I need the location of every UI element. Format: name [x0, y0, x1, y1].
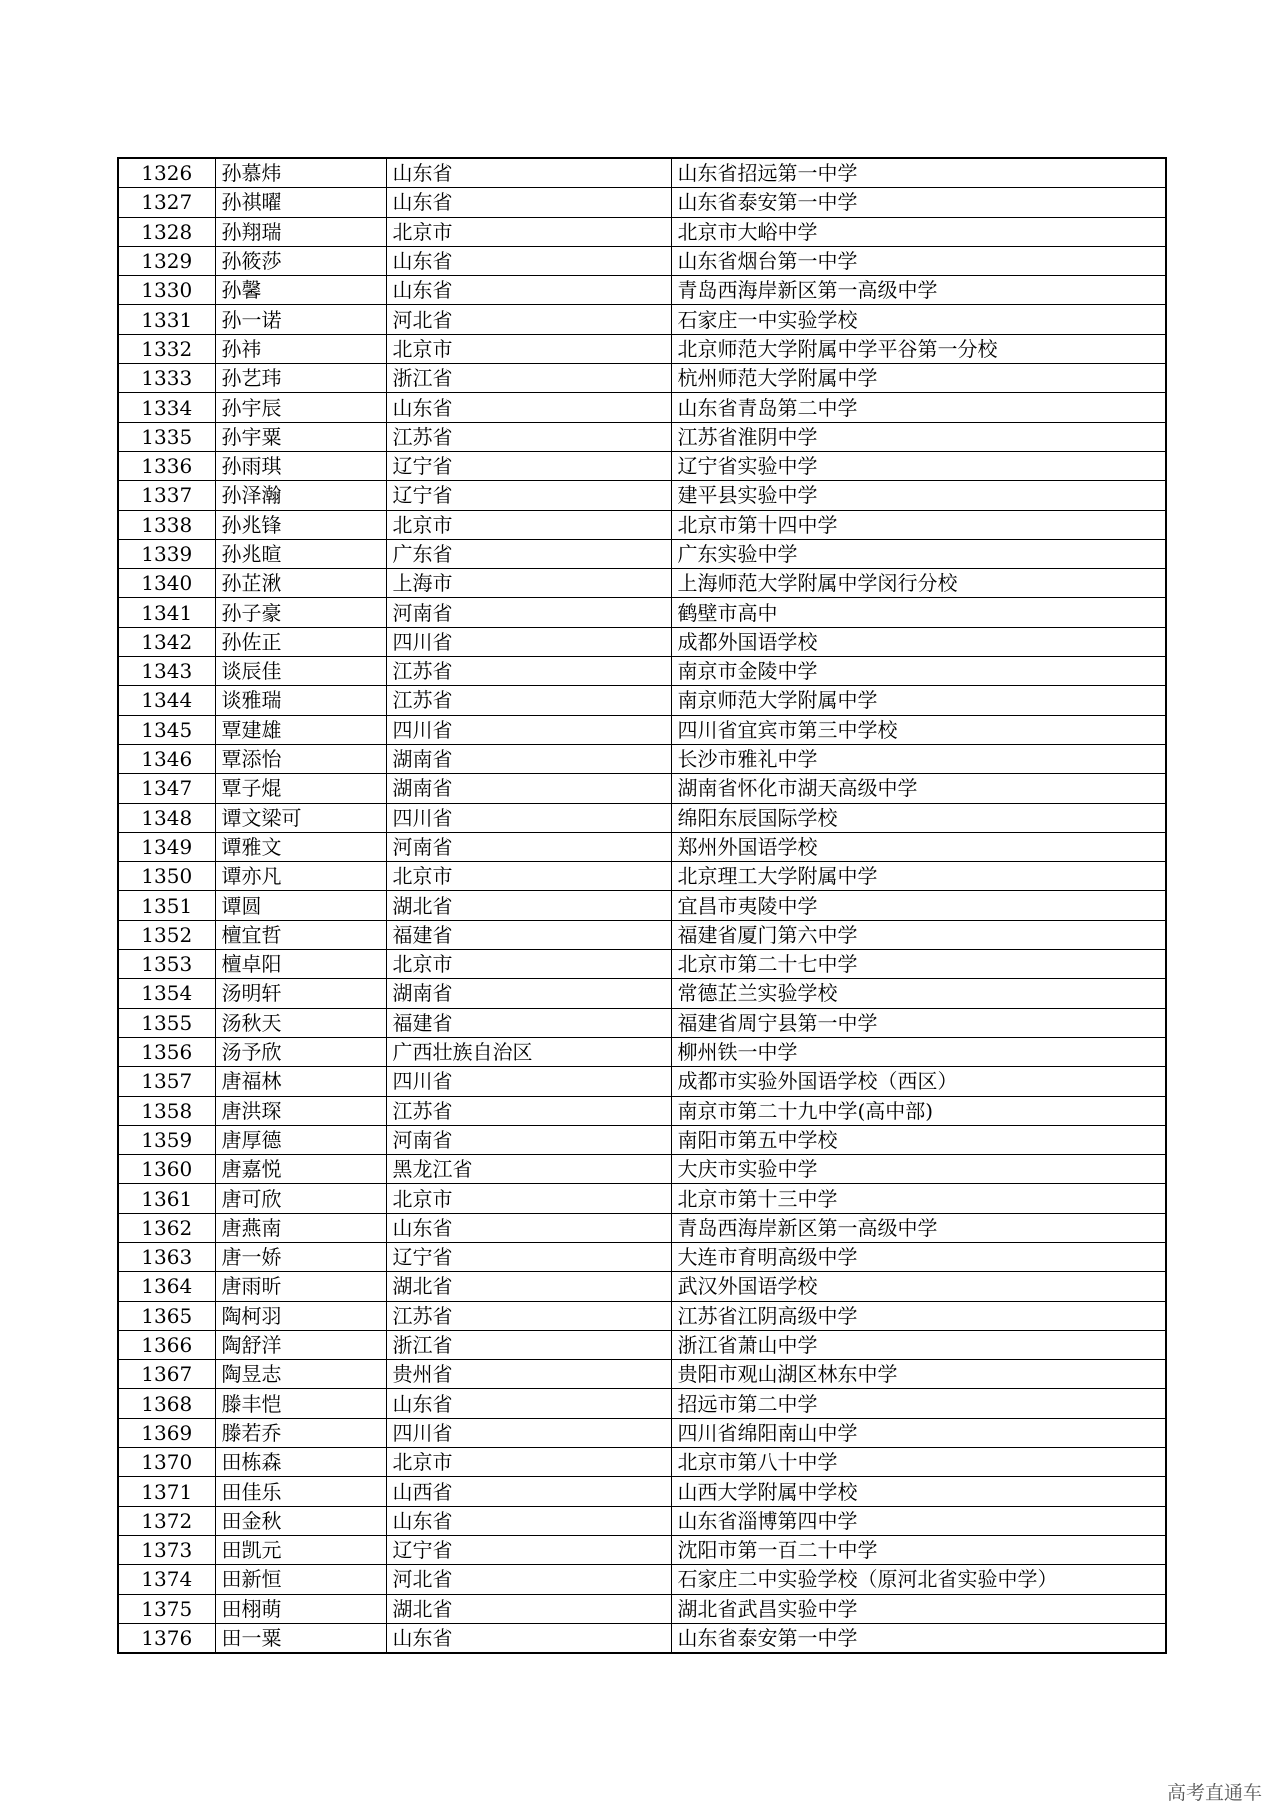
- student-name-cell: 田栋森: [215, 1448, 386, 1477]
- student-name-cell: 汤予欣: [215, 1037, 386, 1066]
- school-cell: 山东省青岛第二中学: [671, 393, 1166, 422]
- row-number-cell: 1333: [118, 364, 215, 393]
- school-cell: 招远市第二中学: [671, 1389, 1166, 1418]
- school-cell: 长沙市雅礼中学: [671, 744, 1166, 773]
- school-cell: 江苏省淮阴中学: [671, 422, 1166, 451]
- student-name-cell: 谭雅文: [215, 832, 386, 861]
- table-row: [118, 539, 1166, 568]
- school-cell: 柳州铁一中学: [671, 1037, 1166, 1066]
- province-cell: 江苏省: [386, 422, 671, 451]
- student-name-cell: 田一粟: [215, 1623, 386, 1653]
- row-number-cell: 1375: [118, 1594, 215, 1623]
- student-name-cell: 唐福林: [215, 1067, 386, 1096]
- student-name-cell: 田金秋: [215, 1506, 386, 1535]
- province-cell: 福建省: [386, 920, 671, 949]
- table-row: [118, 246, 1166, 275]
- row-number-cell: 1368: [118, 1389, 215, 1418]
- school-cell: 南京市金陵中学: [671, 657, 1166, 686]
- school-cell: 郑州外国语学校: [671, 832, 1166, 861]
- table-row: [118, 1360, 1166, 1389]
- school-cell: 青岛西海岸新区第一高级中学: [671, 1213, 1166, 1242]
- province-cell: 贵州省: [386, 1360, 671, 1389]
- school-cell: 四川省绵阳南山中学: [671, 1418, 1166, 1447]
- school-cell: 山东省招远第一中学: [671, 158, 1166, 188]
- province-cell: 河南省: [386, 1125, 671, 1154]
- province-cell: 辽宁省: [386, 481, 671, 510]
- row-number-cell: 1376: [118, 1623, 215, 1653]
- student-name-cell: 谭圆: [215, 891, 386, 920]
- table-row: [118, 1155, 1166, 1184]
- row-number-cell: 1373: [118, 1535, 215, 1564]
- student-name-cell: 覃子焜: [215, 774, 386, 803]
- table-row: [118, 451, 1166, 480]
- student-name-cell: 孙翔瑞: [215, 217, 386, 246]
- table-row: [118, 1506, 1166, 1535]
- student-name-cell: 滕若乔: [215, 1418, 386, 1447]
- school-cell: 山西大学附属中学校: [671, 1477, 1166, 1506]
- table-row: [118, 803, 1166, 832]
- student-name-cell: 谭文梁可: [215, 803, 386, 832]
- school-cell: 南阳市第五中学校: [671, 1125, 1166, 1154]
- student-name-cell: 汤秋天: [215, 1008, 386, 1037]
- province-cell: 山东省: [386, 158, 671, 188]
- student-name-cell: 唐燕南: [215, 1213, 386, 1242]
- row-number-cell: 1370: [118, 1448, 215, 1477]
- row-number-cell: 1334: [118, 393, 215, 422]
- row-number-cell: 1330: [118, 276, 215, 305]
- row-number-cell: 1332: [118, 334, 215, 363]
- student-name-cell: 滕丰恺: [215, 1389, 386, 1418]
- school-cell: 北京市第十三中学: [671, 1184, 1166, 1213]
- row-number-cell: 1346: [118, 744, 215, 773]
- school-cell: 山东省泰安第一中学: [671, 188, 1166, 217]
- table-row: [118, 832, 1166, 861]
- province-cell: 山东省: [386, 188, 671, 217]
- school-cell: 贵阳市观山湖区林东中学: [671, 1360, 1166, 1389]
- row-number-cell: 1348: [118, 803, 215, 832]
- row-number-cell: 1350: [118, 862, 215, 891]
- school-cell: 福建省厦门第六中学: [671, 920, 1166, 949]
- table-row: [118, 364, 1166, 393]
- student-name-cell: 孙兆暄: [215, 539, 386, 568]
- row-number-cell: 1358: [118, 1096, 215, 1125]
- table-row: [118, 1535, 1166, 1564]
- province-cell: 广西壮族自治区: [386, 1037, 671, 1066]
- school-cell: 北京师范大学附属中学平谷第一分校: [671, 334, 1166, 363]
- school-cell: 湖北省武昌实验中学: [671, 1594, 1166, 1623]
- row-number-cell: 1347: [118, 774, 215, 803]
- row-number-cell: 1361: [118, 1184, 215, 1213]
- table-row: [118, 657, 1166, 686]
- school-cell: 广东实验中学: [671, 539, 1166, 568]
- table-row: [118, 1213, 1166, 1242]
- province-cell: 四川省: [386, 627, 671, 656]
- province-cell: 山西省: [386, 1477, 671, 1506]
- table-row: [118, 1184, 1166, 1213]
- row-number-cell: 1341: [118, 598, 215, 627]
- school-cell: 江苏省江阴高级中学: [671, 1301, 1166, 1330]
- student-name-cell: 孙兆锋: [215, 510, 386, 539]
- row-number-cell: 1329: [118, 246, 215, 275]
- table-row: [118, 481, 1166, 510]
- row-number-cell: 1371: [118, 1477, 215, 1506]
- student-name-cell: 孙雨琪: [215, 451, 386, 480]
- student-name-cell: 田新恒: [215, 1565, 386, 1594]
- table-row: [118, 598, 1166, 627]
- province-cell: 湖北省: [386, 891, 671, 920]
- student-name-cell: 孙慕炜: [215, 158, 386, 188]
- table-row: [118, 1067, 1166, 1096]
- province-cell: 江苏省: [386, 1301, 671, 1330]
- row-number-cell: 1336: [118, 451, 215, 480]
- table-row: [118, 1594, 1166, 1623]
- school-cell: 南京市第二十九中学(高中部): [671, 1096, 1166, 1125]
- row-number-cell: 1339: [118, 539, 215, 568]
- student-name-cell: 陶昱志: [215, 1360, 386, 1389]
- row-number-cell: 1327: [118, 188, 215, 217]
- table-row: [118, 422, 1166, 451]
- row-number-cell: 1326: [118, 158, 215, 188]
- province-cell: 北京市: [386, 862, 671, 891]
- school-cell: 大连市育明高级中学: [671, 1242, 1166, 1271]
- row-number-cell: 1345: [118, 715, 215, 744]
- school-cell: 辽宁省实验中学: [671, 451, 1166, 480]
- province-cell: 广东省: [386, 539, 671, 568]
- province-cell: 四川省: [386, 1418, 671, 1447]
- province-cell: 江苏省: [386, 686, 671, 715]
- row-number-cell: 1369: [118, 1418, 215, 1447]
- student-name-cell: 唐雨昕: [215, 1272, 386, 1301]
- province-cell: 上海市: [386, 569, 671, 598]
- table-row: [118, 1037, 1166, 1066]
- table-row: [118, 393, 1166, 422]
- table-row: [118, 891, 1166, 920]
- table-row: [118, 920, 1166, 949]
- row-number-cell: 1328: [118, 217, 215, 246]
- province-cell: 湖南省: [386, 774, 671, 803]
- table-row: [118, 217, 1166, 246]
- student-name-cell: 汤明轩: [215, 979, 386, 1008]
- school-cell: 湖南省怀化市湖天高级中学: [671, 774, 1166, 803]
- table-row: [118, 334, 1166, 363]
- province-cell: 山东省: [386, 1213, 671, 1242]
- school-cell: 北京市大峪中学: [671, 217, 1166, 246]
- table-row: [118, 188, 1166, 217]
- table-row: [118, 1565, 1166, 1594]
- table-row: [118, 979, 1166, 1008]
- student-name-cell: 孙筱莎: [215, 246, 386, 275]
- school-cell: 鹤壁市高中: [671, 598, 1166, 627]
- province-cell: 河南省: [386, 832, 671, 861]
- province-cell: 江苏省: [386, 1096, 671, 1125]
- province-cell: 辽宁省: [386, 1535, 671, 1564]
- school-cell: 青岛西海岸新区第一高级中学: [671, 276, 1166, 305]
- province-cell: 湖南省: [386, 744, 671, 773]
- student-name-cell: 孙祺曜: [215, 188, 386, 217]
- school-cell: 南京师范大学附属中学: [671, 686, 1166, 715]
- school-cell: 北京市第八十中学: [671, 1448, 1166, 1477]
- row-number-cell: 1355: [118, 1008, 215, 1037]
- student-name-cell: 覃添怡: [215, 744, 386, 773]
- table-row: [118, 1272, 1166, 1301]
- student-name-cell: 孙艺玮: [215, 364, 386, 393]
- roster-body: [118, 158, 1166, 1653]
- student-name-cell: 田栩萌: [215, 1594, 386, 1623]
- province-cell: 江苏省: [386, 657, 671, 686]
- table-row: [118, 158, 1166, 188]
- province-cell: 浙江省: [386, 1330, 671, 1359]
- school-cell: 福建省周宁县第一中学: [671, 1008, 1166, 1037]
- student-name-cell: 谭亦凡: [215, 862, 386, 891]
- student-name-cell: 孙子豪: [215, 598, 386, 627]
- student-name-cell: 谈辰佳: [215, 657, 386, 686]
- row-number-cell: 1343: [118, 657, 215, 686]
- province-cell: 山东省: [386, 246, 671, 275]
- row-number-cell: 1337: [118, 481, 215, 510]
- student-name-cell: 檀卓阳: [215, 950, 386, 979]
- school-cell: 山东省烟台第一中学: [671, 246, 1166, 275]
- province-cell: 四川省: [386, 1067, 671, 1096]
- province-cell: 北京市: [386, 217, 671, 246]
- student-name-cell: 谈雅瑞: [215, 686, 386, 715]
- row-number-cell: 1359: [118, 1125, 215, 1154]
- student-name-cell: 孙泽瀚: [215, 481, 386, 510]
- province-cell: 山东省: [386, 276, 671, 305]
- province-cell: 北京市: [386, 1448, 671, 1477]
- school-cell: 上海师范大学附属中学闵行分校: [671, 569, 1166, 598]
- school-cell: 北京市第二十七中学: [671, 950, 1166, 979]
- school-cell: 成都外国语学校: [671, 627, 1166, 656]
- student-name-cell: 孙芷湫: [215, 569, 386, 598]
- row-number-cell: 1353: [118, 950, 215, 979]
- school-cell: 武汉外国语学校: [671, 1272, 1166, 1301]
- province-cell: 辽宁省: [386, 451, 671, 480]
- student-name-cell: 田佳乐: [215, 1477, 386, 1506]
- province-cell: 河北省: [386, 305, 671, 334]
- row-number-cell: 1354: [118, 979, 215, 1008]
- province-cell: 四川省: [386, 715, 671, 744]
- province-cell: 黑龙江省: [386, 1155, 671, 1184]
- row-number-cell: 1365: [118, 1301, 215, 1330]
- row-number-cell: 1374: [118, 1565, 215, 1594]
- province-cell: 北京市: [386, 510, 671, 539]
- province-cell: 山东省: [386, 1389, 671, 1418]
- table-row: [118, 1389, 1166, 1418]
- table-row: [118, 1330, 1166, 1359]
- province-cell: 山东省: [386, 1506, 671, 1535]
- table-row: [118, 1125, 1166, 1154]
- student-name-cell: 孙宇粟: [215, 422, 386, 451]
- student-name-cell: 唐厚德: [215, 1125, 386, 1154]
- student-name-cell: 唐嘉悦: [215, 1155, 386, 1184]
- table-row: [118, 715, 1166, 744]
- school-cell: 建平县实验中学: [671, 481, 1166, 510]
- student-name-cell: 孙宇辰: [215, 393, 386, 422]
- table-row: [118, 305, 1166, 334]
- school-cell: 杭州师范大学附属中学: [671, 364, 1166, 393]
- student-name-cell: 孙祎: [215, 334, 386, 363]
- student-name-cell: 孙佐正: [215, 627, 386, 656]
- school-cell: 石家庄二中实验学校（原河北省实验中学）: [671, 1565, 1166, 1594]
- roster-table: [117, 157, 1167, 1654]
- school-cell: 常德芷兰实验学校: [671, 979, 1166, 1008]
- row-number-cell: 1335: [118, 422, 215, 451]
- student-name-cell: 覃建雄: [215, 715, 386, 744]
- school-cell: 绵阳东辰国际学校: [671, 803, 1166, 832]
- province-cell: 山东省: [386, 1623, 671, 1653]
- table-row: [118, 774, 1166, 803]
- table-row: [118, 627, 1166, 656]
- student-name-cell: 陶柯羽: [215, 1301, 386, 1330]
- province-cell: 辽宁省: [386, 1242, 671, 1271]
- province-cell: 湖南省: [386, 979, 671, 1008]
- row-number-cell: 1372: [118, 1506, 215, 1535]
- school-cell: 石家庄一中实验学校: [671, 305, 1166, 334]
- table-row: [118, 1448, 1166, 1477]
- table-row: [118, 1008, 1166, 1037]
- table-row: [118, 1242, 1166, 1271]
- table-row: [118, 862, 1166, 891]
- school-cell: 大庆市实验中学: [671, 1155, 1166, 1184]
- province-cell: 四川省: [386, 803, 671, 832]
- row-number-cell: 1366: [118, 1330, 215, 1359]
- student-name-cell: 檀宜哲: [215, 920, 386, 949]
- student-name-cell: 唐可欣: [215, 1184, 386, 1213]
- province-cell: 浙江省: [386, 364, 671, 393]
- table-row: [118, 1301, 1166, 1330]
- province-cell: 湖北省: [386, 1594, 671, 1623]
- table-row: [118, 686, 1166, 715]
- table-row: [118, 1623, 1166, 1653]
- table-row: [118, 510, 1166, 539]
- school-cell: 四川省宜宾市第三中学校: [671, 715, 1166, 744]
- student-name-cell: 陶舒洋: [215, 1330, 386, 1359]
- row-number-cell: 1342: [118, 627, 215, 656]
- table-row: [118, 950, 1166, 979]
- row-number-cell: 1362: [118, 1213, 215, 1242]
- school-cell: 成都市实验外国语学校（西区）: [671, 1067, 1166, 1096]
- province-cell: 北京市: [386, 334, 671, 363]
- school-cell: 北京理工大学附属中学: [671, 862, 1166, 891]
- province-cell: 山东省: [386, 393, 671, 422]
- row-number-cell: 1344: [118, 686, 215, 715]
- student-name-cell: 孙馨: [215, 276, 386, 305]
- row-number-cell: 1360: [118, 1155, 215, 1184]
- row-number-cell: 1351: [118, 891, 215, 920]
- row-number-cell: 1340: [118, 569, 215, 598]
- table-row: [118, 569, 1166, 598]
- row-number-cell: 1357: [118, 1067, 215, 1096]
- student-name-cell: 唐洪琛: [215, 1096, 386, 1125]
- school-cell: 北京市第十四中学: [671, 510, 1166, 539]
- province-cell: 福建省: [386, 1008, 671, 1037]
- watermark-text: 高考直通车: [1166, 1782, 1262, 1804]
- row-number-cell: 1367: [118, 1360, 215, 1389]
- row-number-cell: 1338: [118, 510, 215, 539]
- row-number-cell: 1352: [118, 920, 215, 949]
- row-number-cell: 1364: [118, 1272, 215, 1301]
- school-cell: 宜昌市夷陵中学: [671, 891, 1166, 920]
- table-row: [118, 276, 1166, 305]
- province-cell: 河北省: [386, 1565, 671, 1594]
- table-row: [118, 1096, 1166, 1125]
- school-cell: 山东省泰安第一中学: [671, 1623, 1166, 1653]
- student-name-cell: 田凯元: [215, 1535, 386, 1564]
- student-name-cell: 唐一娇: [215, 1242, 386, 1271]
- province-cell: 北京市: [386, 950, 671, 979]
- table-row: [118, 744, 1166, 773]
- province-cell: 河南省: [386, 598, 671, 627]
- school-cell: 山东省淄博第四中学: [671, 1506, 1166, 1535]
- row-number-cell: 1349: [118, 832, 215, 861]
- school-cell: 沈阳市第一百二十中学: [671, 1535, 1166, 1564]
- school-cell: 浙江省萧山中学: [671, 1330, 1166, 1359]
- student-name-cell: 孙一诺: [215, 305, 386, 334]
- row-number-cell: 1331: [118, 305, 215, 334]
- table-row: [118, 1418, 1166, 1447]
- province-cell: 北京市: [386, 1184, 671, 1213]
- row-number-cell: 1363: [118, 1242, 215, 1271]
- province-cell: 湖北省: [386, 1272, 671, 1301]
- row-number-cell: 1356: [118, 1037, 215, 1066]
- table-row: [118, 1477, 1166, 1506]
